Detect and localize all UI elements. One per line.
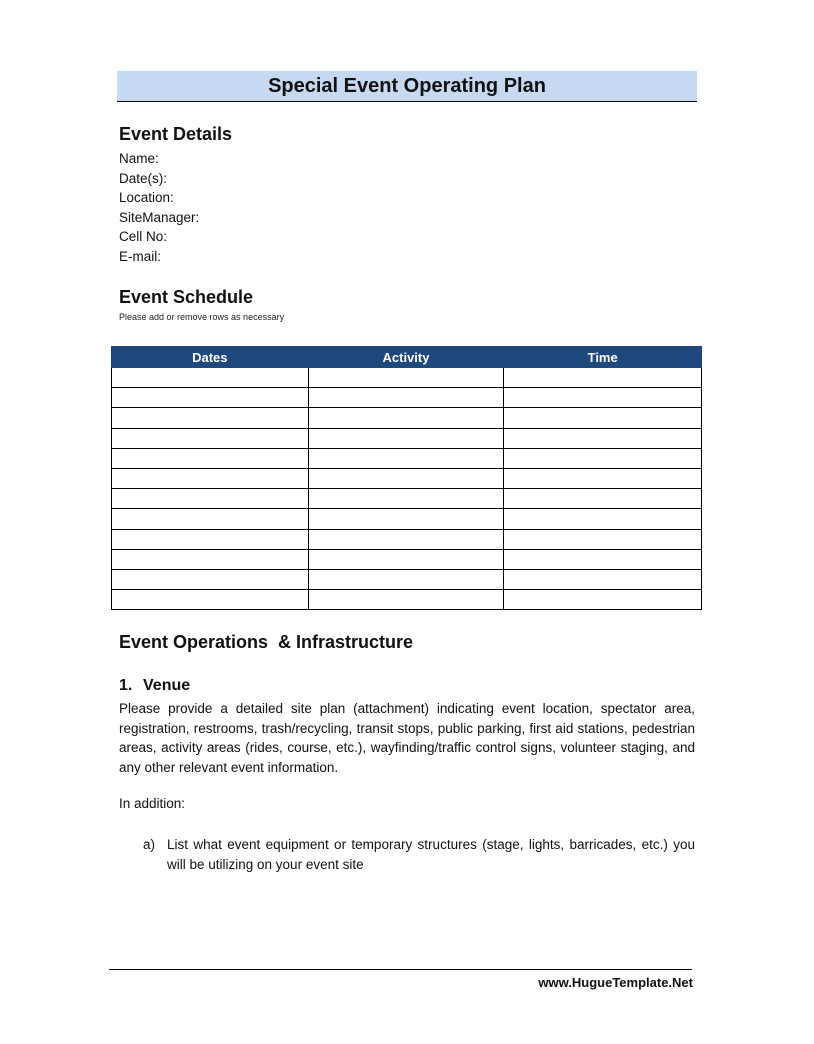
table-row — [112, 448, 702, 468]
cell-time[interactable] — [504, 489, 702, 509]
cell-dates[interactable] — [112, 509, 309, 529]
cell-dates[interactable] — [112, 408, 309, 428]
cell-dates[interactable] — [112, 590, 309, 610]
cell-time[interactable] — [504, 388, 702, 408]
cell-activity[interactable] — [308, 468, 504, 488]
cell-activity[interactable] — [308, 590, 504, 610]
table-row — [112, 569, 702, 589]
field-cell-no: Cell No: — [119, 229, 168, 245]
list-text: List what event equipment or temporary structures (stage, lights, barricades, etc.) you will be utilizing on your event site — [167, 837, 695, 872]
event-details-heading: Event Details — [119, 124, 233, 144]
addition-label: In addition: — [119, 796, 186, 811]
column-header-dates: Dates — [112, 347, 309, 368]
event-schedule-heading: Event Schedule — [119, 287, 254, 307]
operations-heading: Event Operations & Infrastructure — [119, 632, 414, 652]
table-row — [112, 590, 702, 610]
document-title: Special Event Operating Plan — [117, 71, 697, 102]
cell-dates[interactable] — [112, 489, 309, 509]
cell-activity[interactable] — [308, 549, 504, 569]
cell-time[interactable] — [504, 428, 702, 448]
cell-time[interactable] — [504, 549, 702, 569]
cell-dates[interactable] — [112, 549, 309, 569]
field-location: Location: — [119, 190, 174, 206]
field-email: E-mail: — [119, 248, 162, 264]
list-item — [143, 835, 695, 875]
column-header-time: Time — [504, 347, 702, 368]
cell-time[interactable] — [504, 408, 702, 428]
list-marker: a) — [143, 837, 156, 852]
cell-activity[interactable] — [308, 489, 504, 509]
table-row — [112, 529, 702, 549]
table-row — [112, 368, 702, 388]
table-row — [112, 428, 702, 448]
schedule-table — [111, 346, 702, 610]
cell-dates[interactable] — [112, 529, 309, 549]
cell-time[interactable] — [504, 509, 702, 529]
cell-dates[interactable] — [112, 368, 309, 388]
venue-number: 1. — [119, 677, 133, 694]
event-details-fields — [119, 149, 199, 267]
cell-dates[interactable] — [112, 388, 309, 408]
cell-dates[interactable] — [112, 569, 309, 589]
cell-activity[interactable] — [308, 368, 504, 388]
cell-activity[interactable] — [308, 408, 504, 428]
table-header-row — [112, 347, 702, 368]
field-site-manager: SiteManager: — [119, 209, 200, 225]
table-row — [112, 509, 702, 529]
cell-activity[interactable] — [308, 529, 504, 549]
venue-title: Venue — [143, 677, 191, 694]
cell-activity[interactable] — [308, 448, 504, 468]
table-row — [112, 388, 702, 408]
footer-website: www.HugueTemplate.Net — [538, 975, 693, 990]
table-row — [112, 408, 702, 428]
cell-activity[interactable] — [308, 569, 504, 589]
schedule-note: Please add or remove rows as necessary — [119, 312, 285, 322]
cell-dates[interactable] — [112, 448, 309, 468]
cell-activity[interactable] — [308, 428, 504, 448]
cell-time[interactable] — [504, 448, 702, 468]
cell-time[interactable] — [504, 468, 702, 488]
cell-activity[interactable] — [308, 509, 504, 529]
footer-divider — [109, 969, 692, 970]
table-row — [112, 489, 702, 509]
venue-heading — [119, 677, 190, 695]
cell-activity[interactable] — [308, 388, 504, 408]
cell-time[interactable] — [504, 368, 702, 388]
field-dates: Date(s): — [119, 170, 168, 186]
cell-dates[interactable] — [112, 468, 309, 488]
table-row — [112, 468, 702, 488]
column-header-activity: Activity — [308, 347, 504, 368]
cell-dates[interactable] — [112, 428, 309, 448]
cell-time[interactable] — [504, 529, 702, 549]
venue-paragraph: Please provide a detailed site plan (attachment) indicating event location, spectator area, registration, restrooms, trash/recycling, transit stops, public parking, first aid stations, pedestrian areas, activity areas (rides, course, etc.), wayfinding/traffic control signs, volunteer staging, and any other relevant event information. — [119, 701, 695, 775]
field-name: Name: — [119, 151, 159, 166]
cell-time[interactable] — [504, 569, 702, 589]
cell-time[interactable] — [504, 590, 702, 610]
table-row — [112, 549, 702, 569]
